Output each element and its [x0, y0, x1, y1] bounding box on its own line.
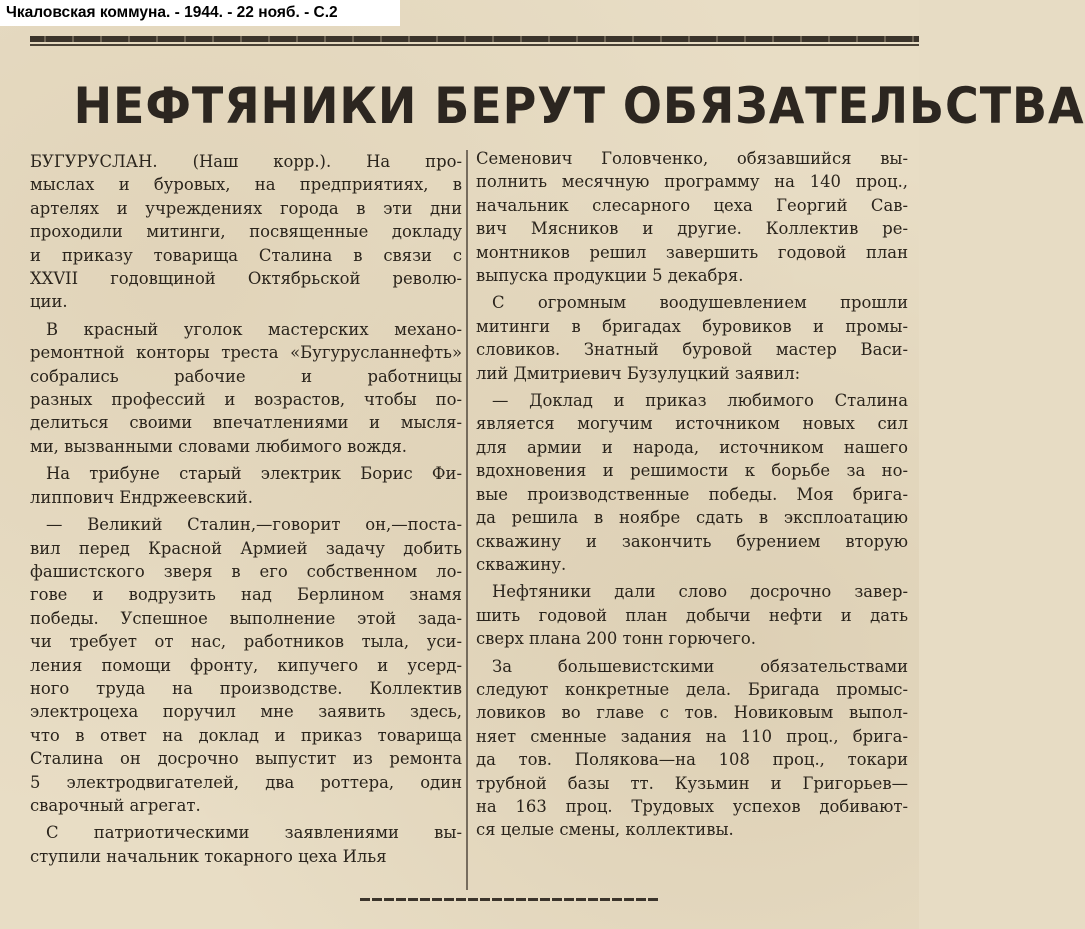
- text-line: выпуска продукции 5 декабря.: [476, 266, 744, 286]
- text-line: победы. Успешное выполнение этой зада-: [30, 608, 462, 628]
- text-line: на 163 проц. Трудовых успехов добивают-: [476, 796, 908, 816]
- text-line: мыслах и буровых, на предприятиях, в: [30, 175, 462, 195]
- text-line: ловиков во главе с тов. Новиковым выпол-: [476, 703, 908, 723]
- text-line: вич Мясников и другие. Коллектив ре-: [476, 219, 908, 239]
- top-rule: [30, 36, 919, 46]
- text-line: — Доклад и приказ любимого Сталина: [492, 391, 908, 411]
- column-divider: [466, 150, 468, 890]
- citation-label: Чкаловская коммуна. - 1944. - 22 нояб. - С.2: [0, 0, 400, 26]
- bottom-rule: [360, 898, 660, 901]
- text-line: ремонтной конторы треста «Бугурусланнефть»: [30, 343, 462, 363]
- text-line: За большевистскими обязательствами: [492, 656, 908, 676]
- text-line: и приказу товарища Сталина в связи с: [30, 245, 462, 265]
- text-line: делиться своими впечатлениями и мысля-: [30, 413, 462, 433]
- text-line: трубной базы тт. Кузьмин и Григорьев—: [476, 773, 908, 793]
- headline: НЕФТЯНИКИ БЕРУТ ОБЯЗАТЕЛЬСТВА: [73, 77, 1085, 135]
- text-line: ся целые смены, коллективы.: [476, 820, 734, 840]
- text-line: собрались рабочие и работницы: [30, 366, 462, 386]
- text-line: монтников решил завершить годовой план: [476, 242, 908, 262]
- text-line: ступили начальник токарного цеха Илья: [30, 846, 387, 866]
- text-line: В красный уголок мастерских механо-: [46, 319, 462, 339]
- text-line: электроцеха поручил мне заявить здесь,: [30, 702, 462, 722]
- text-line: проходили митинги, посвященные докладу: [30, 222, 462, 242]
- text-line: разных профессий и возрастов, чтобы по-: [30, 390, 462, 410]
- text-line: чи требует от нас, работников тыла, уси-: [30, 632, 462, 652]
- text-line: 5 электродвигателей, два роттера, один: [30, 772, 462, 792]
- left-column: [30, 150, 462, 868]
- text-line: БУГУРУСЛАН. (Наш корр.). На про-: [30, 152, 462, 171]
- text-line: ми, вызванными словами любимого вождя.: [30, 436, 408, 456]
- top-rule-thin: [30, 44, 919, 46]
- text-line: вил перед Красной Армией задачу добить: [30, 538, 462, 558]
- text-line: Сталина он досрочно выпустит из ремонта: [30, 749, 462, 769]
- text-line: является могучим источником новых сил: [476, 414, 908, 434]
- text-line: няет сменные задания на 110 проц., брига-: [476, 726, 908, 746]
- text-line: словиков. Знатный буровой мастер Васи-: [476, 340, 908, 360]
- text-line: С огромным воодушевлением прошли: [492, 293, 908, 313]
- text-line: артелях и учреждениях города в эти дни: [30, 198, 462, 218]
- text-line: — Великий Сталин,—говорит он,—поста-: [46, 515, 462, 535]
- text-line: ного труда на производстве. Коллектив: [30, 678, 462, 698]
- text-line: скважину.: [476, 554, 567, 574]
- text-line: вдохновения и решимости к борьбе за но-: [476, 461, 908, 481]
- text-line: да тов. Полякова—на 108 проц., токари: [476, 750, 908, 770]
- text-line: шить годовой план добычи нефти и дать: [476, 605, 908, 625]
- text-line: скважину и закончить бурением вторую: [476, 531, 908, 551]
- text-line: С патриотическими заявлениями вы-: [46, 823, 462, 843]
- text-line: лий Дмитриевич Бузулуцкий заявил:: [476, 363, 801, 383]
- text-line: митинги в бригадах буровиков и промы-: [476, 316, 908, 336]
- text-line: да решила в ноябре сдать в эксплоатацию: [476, 508, 908, 528]
- text-line: начальник слесарного цеха Георгий Сав-: [476, 195, 908, 215]
- text-line: Семенович Головченко, обязавшийся вы-: [476, 149, 908, 168]
- text-line: следуют конкретные дела. Бригада промыс-: [476, 679, 908, 699]
- text-line: На трибуне старый электрик Борис Фи-: [46, 464, 462, 484]
- text-line: гове и водрузить над Берлином знамя: [30, 585, 462, 605]
- right-column: [476, 147, 908, 842]
- text-line: Нефтяники дали слово досрочно завер-: [492, 582, 908, 602]
- text-line: вые производственные победы. Моя брига-: [476, 484, 908, 504]
- text-line: полнить месячную программу на 140 проц.,: [476, 172, 908, 192]
- text-line: сварочный агрегат.: [30, 795, 201, 815]
- text-line: сверх плана 200 тонн горючего.: [476, 629, 756, 649]
- text-line: XXVII годовщиной Октябрьской револю-: [30, 269, 462, 289]
- text-line: ции.: [30, 292, 68, 312]
- text-line: для армии и народа, источником нашего: [476, 437, 908, 457]
- text-line: что в ответ на доклад и приказ товарища: [30, 725, 462, 745]
- text-line: фашистского зверя в его собственном ло-: [30, 561, 462, 581]
- top-rule-thick: [30, 36, 919, 42]
- text-line: липпович Ендржеевский.: [30, 487, 253, 507]
- text-line: ления помощи фронту, кипучего и усерд-: [30, 655, 462, 675]
